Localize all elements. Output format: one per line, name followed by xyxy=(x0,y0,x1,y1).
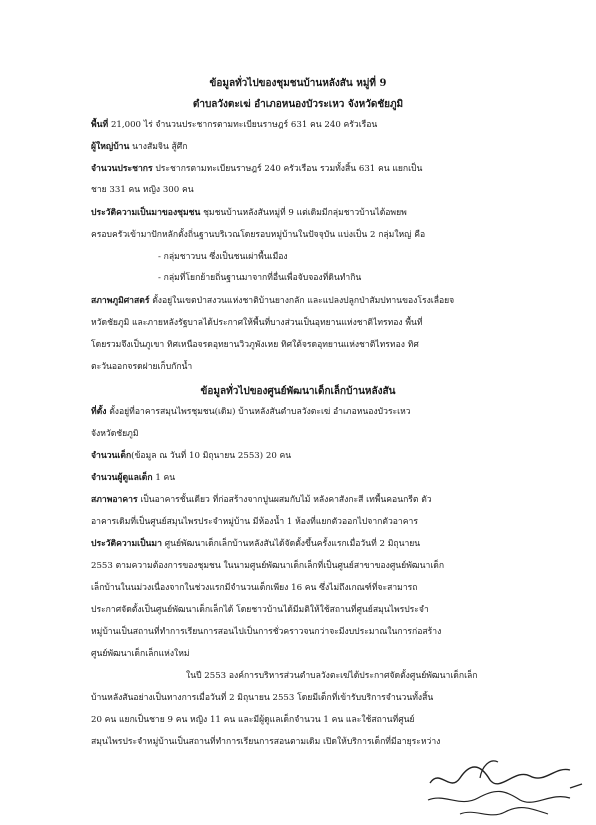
location-line xyxy=(91,406,411,418)
paragraph-line-4: สมุนไพรประจำหมู่บ้านเป็นสถานที่ทำการเรียนการสอนตามเดิม เปิดให้บริการเด็กที่มีอายุระหว่าง xyxy=(91,737,441,747)
history-label: ประวัติความเป็นมาของชุมชน xyxy=(91,208,201,218)
geography-line-3: โดยรวมจึงเป็นภูเขา ทิศเหนือจรดอุทยานวิวภูพังเหย ทิศใต้จรดอุทยานแห่งชาติไทรทอง ทิศ xyxy=(91,340,419,350)
geography-line-4: ตะวันออกจรดฝายเก็บกักน้ำ xyxy=(91,362,193,372)
history-line xyxy=(91,207,407,219)
caretaker-text: 1 คน xyxy=(155,473,176,483)
doc-title: ข้อมูลทั่วไปของชุมชนบ้านหลังสัน หมู่ที่ 9 xyxy=(209,78,387,89)
population-label: จำนวนประชากร xyxy=(91,164,153,174)
handwritten-signature xyxy=(420,748,590,823)
location-label: ที่ตั้ง xyxy=(91,407,107,417)
center-history-line-3: เล็กบ้านในนม่วงเนื่องจากในช่วงแรกมีจำนวนเด็กเพียง 16 คน ซึ่งไม่ถึงเกณฑ์ที่จะสามารถ xyxy=(91,583,418,593)
doc-subtitle: ตำบลวังตะเฆ่ อำเภอหนองบัวระเหว จังหวัดชัยภูมิ xyxy=(192,99,404,110)
headman-label: ผู้ใหญ่บ้าน xyxy=(91,142,130,152)
center-history-line-6: ศูนย์พัฒนาเด็กเล็กแห่งใหม่ xyxy=(91,649,190,659)
caretaker-label: จำนวนผู้ดูแลเด็ก xyxy=(91,473,153,483)
geography-text: ตั้งอยู่ในเขตป่าสงวนแห่งชาติบ้านยางกลัก และแปลงปลูกป่าสัมปทานของโรงเลื่อยจ xyxy=(152,296,455,306)
center-history-line-5: หมู่บ้านเป็นสถานที่ทำการเรียนการสอนไปเป็นการชั่วคราวจนกว่าจะมีงบประมาณในการก่อสร้าง xyxy=(91,627,442,637)
area-line xyxy=(91,119,377,131)
geography-line xyxy=(91,295,454,307)
location-text: ตั้งอยู่ที่อาคารสมุนไพรชุมชน(เดิม) บ้านหลังสันตำบลวังตะเฆ่ อำเภอหนองบัวระเหว xyxy=(109,407,411,417)
group-item-2: - กลุ่มที่โยกย้ายถิ่นฐานมาจากที่อื่นเพื่อจับจองที่ดินทำกิน xyxy=(158,273,362,283)
center-history-line-4: ประกาศจัดตั้งเป็นศูนย์พัฒนาเด็กเล็กได้ โดยชาวบ้านได้มีมติให้ใช้สถานที่ศูนย์สมุนไพรประจำ xyxy=(91,605,429,615)
area-label: พื้นที่ xyxy=(91,120,109,130)
population-line-2: ชาย 331 คน หญิง 300 คน xyxy=(91,185,194,195)
kids-text: (ข้อมูล ณ วันที่ 10 มิถุนายน 2553) 20 คน xyxy=(131,451,292,461)
center-history-line xyxy=(91,538,420,550)
population-text: ประชากรตามทะเบียนราษฎร์ 240 ครัวเรือน รวมทั้งสิ้น 631 คน แยกเป็น xyxy=(155,164,423,174)
caretaker-line xyxy=(91,472,175,484)
headman-text: นางสัมจิน สู้ศึก xyxy=(132,142,188,152)
building-text: เป็นอาคารชั้นเดียว ที่ก่อสร้างจากปูนผสมกับไม้ หลังคาสังกะสี เทพื้นคอนกรีต ตัว xyxy=(140,495,432,505)
center-history-label: ประวัติความเป็นมา xyxy=(91,539,162,549)
center-history-line-2: 2553 ตามความต้องการของชุมชน ในนามศูนย์พัฒนาเด็กเล็กที่เป็นศูนย์สาขาของศูนย์พัฒนาเด็ก xyxy=(91,561,445,571)
building-line xyxy=(91,494,432,506)
headman-line xyxy=(91,141,187,153)
kids-label: จำนวนเด็ก xyxy=(91,451,132,461)
paragraph-line-1: ในปี 2553 องค์การบริหารส่วนตำบลวังตะเฆ่ได้ประกาศจัดตั้งศูนย์พัฒนาเด็กเล็ก xyxy=(186,671,478,681)
section-title: ข้อมูลทั่วไปของศูนย์พัฒนาเด็กเล็กบ้านหลังสัน xyxy=(200,386,396,397)
location-line-2: จังหวัดชัยภูมิ xyxy=(91,429,139,439)
area-text: 21,000 ไร่ จำนวนประชากรตามทะเบียนราษฎร์ 631 คน 240 ครัวเรือน xyxy=(110,120,378,130)
geography-label: สภาพภูมิศาสตร์ xyxy=(91,296,150,306)
kids-line xyxy=(91,450,291,462)
history-text: ชุมชนบ้านหลังสันหมู่ที่ 9 แต่เดิมมีกลุ่มชาวบ้านได้อพยพ xyxy=(203,208,407,218)
paragraph-line-2: บ้านหลังสันอย่างเป็นทางการเมื่อวันที่ 2 มิถุนายน 2553 โดยมีเด็กที่เข้ารับบริการจำนวนทั้งสิ้น xyxy=(91,693,434,703)
building-label: สภาพอาคาร xyxy=(91,495,138,505)
building-line-2: อาคารเดิมที่เป็นศูนย์สมุนไพรประจำหมู่บ้าน มีห้องน้ำ 1 ห้องที่แยกตัวออกไปจากตัวอาคาร xyxy=(91,517,418,527)
center-history-text: ศูนย์พัฒนาเด็กเล็กบ้านหลังสันได้จัดตั้งขึ้นครั้งแรกเมื่อวันที่ 2 มิถุนายน xyxy=(164,539,421,549)
history-line-2: ครอบครัวเข้ามาปักหลักตั้งถิ่นฐานบริเวณโดยรอบหมู่บ้านในปัจจุบัน แบ่งเป็น 2 กลุ่มใหญ่ คือ xyxy=(91,230,426,240)
population-line xyxy=(91,163,422,175)
geography-line-2: หวัดชัยภูมิ และภายหลังรัฐบาลได้ประกาศให้พื้นที่บางส่วนเป็นอุทยานแห่งชาติไทรทอง พื้นที่ xyxy=(91,318,423,328)
group-item-1: - กลุ่มชาวบน ซึ่งเป็นชนเผ่าพื้นเมือง xyxy=(158,252,288,262)
paragraph-line-3: 20 คน แยกเป็นชาย 9 คน หญิง 11 คน และมีผู้ดูแลเด็กจำนวน 1 คน และใช้สถานที่ศูนย์ xyxy=(91,715,415,725)
